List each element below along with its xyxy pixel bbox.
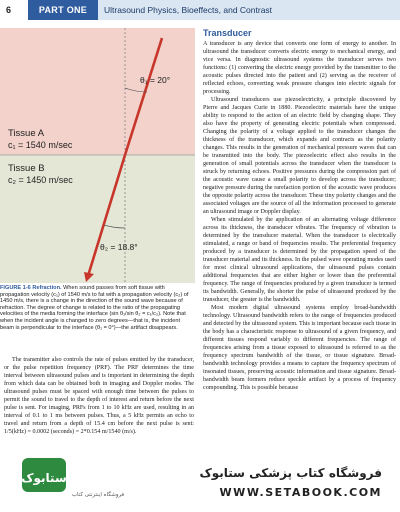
theta2-label: θ₂ = 18.8° xyxy=(100,242,138,252)
refraction-figure xyxy=(0,28,195,283)
page-number: 6 xyxy=(6,5,12,15)
right-column xyxy=(203,28,396,392)
figure-caption-text: When sound passes from soft tissue with propagation velocity (c₁) of 1540 m/s to fat with a propagation velocity (c₂) of 1450 m/s, there is a change in the direction of the sound wave because of refraction. The degree of change is related to the ratio of the propagating velocities of the media forming the interface (sin θ₁/sin θ₂ = c₁/c₂). Note that when the incident angle is changed to zero degrees—that is, the incident beam is perpendicular to the interface (θ₁ = 0°)—the artifact disappears. xyxy=(0,285,189,331)
setabook-logo xyxy=(20,452,130,502)
part-label: PART ONE xyxy=(28,0,98,20)
refraction-diagram xyxy=(0,28,195,283)
section-title: Transducer xyxy=(203,28,252,38)
tissue-b-label: Tissue B xyxy=(8,163,45,174)
store-url: WWW.SETABOOK.COM xyxy=(219,486,382,499)
body-paragraph-2: Ultrasound transducers use piezoelectricity, a principle discovered by Pierre and Jacques Curie in 1880. Piezoelectric materials have the unique ability to respond to the action of an electric field by changing shape. They also have the property of generating electric potentials when compressed. Changing the polarity of a voltage applied to the transducer changes the thickness of the transducer, which expands and contracts as the polarity changes. This results in the generation of mechanical pressure waves that can be transmitted into the body. The piezoelectric effect also results in the generation of small potentials across the transducer when the transducer is struck by returning echoes. Positive pressures during the compression part of the acoustic wave cause a small polarity to develop across the transducer; negative pressure during the rarefaction portion of the acoustic wave produces the opposite polarity across the transducer. These tiny polarity changes and the associated voltages are the source of all the information processed to generate an ultrasound image or Doppler display. xyxy=(203,97,396,215)
tissue-b-speed: c₂ = 1450 m/sec xyxy=(8,175,73,185)
chapter-title: Ultrasound Physics, Bioeffects, and Contrast xyxy=(98,0,400,20)
page-header xyxy=(0,0,400,20)
left-paragraph: The transmitter also controls the rate of pulses emitted by the transducer, or the pulse repetition frequency (PRF). The PRF determines the time interval between ultrasound pulses and is important in determining the depth from which data can be obtained both in imaging and Doppler modes. The ultrasound pulses must be spaced with enough time between the pulses to permit the sound to travel to the depth of interest and return before the next pulse is sent. For imaging, PRFs from 1 to 10 kHz are used, resulting in an interval of 0.1 to 1 ms between pulses. Thus, a 5 kHz permits an echo to travel and return from a depth of 15.4 cm before the next pulse is sent: 1/5(kHz) = 0.0002 (seconds) = 2*0.154 m/1540 (m/s). xyxy=(4,357,194,435)
tissue-a-speed: c₁ = 1540 m/sec xyxy=(8,140,73,150)
svg-text:ستابوک: ستابوک xyxy=(21,471,67,485)
body-paragraph-1: A transducer is any device that converts one form of energy to another. In ultrasound the transducer converts electric energy to mechanical energy, and vice versa. In diagnostic ultrasound systems the transducer serves two functions: (1) converting the electric energy provided by the transmitter to the acoustic pulses directed into the patient and (2) serving as the receiver of reflected echoes, converting weak pressure changes into electric signals for processing. xyxy=(203,41,396,95)
page-number-box xyxy=(0,0,28,20)
svg-text:فروشگاه اینترنتی کتاب: فروشگاه اینترنتی کتاب xyxy=(71,492,125,498)
figure-caption xyxy=(0,285,195,331)
left-column xyxy=(4,356,194,436)
tissue-a-label: Tissue A xyxy=(8,128,45,139)
body-paragraph-4: Most modern digital ultrasound systems employ broad-bandwidth technology. Ultrasound bandwidth refers to the range of frequencies produced and detected by the ultrasound system. This is important because each tissue in the body has a characteristic response to ultrasound of a given frequency, and different tissues respond variably to different frequencies. The range of frequencies arising from a tissue exposed to ultrasound is referred to as the frequency spectrum bandwidth of the tissue, or tissue signature. Broad-bandwidth technology provides a means to capture the frequency spectrum of insonated tissues, preserving acoustic information and tissue signature. Broad-bandwidth beam formers reduce speckle artifact by a process of frequency compounding. This is possible because xyxy=(203,305,396,391)
theta1-label: θ₁ = 20° xyxy=(140,75,171,85)
watermark-footer xyxy=(0,452,400,512)
body-paragraph-3: When stimulated by the application of an alternating voltage difference across its thickness, the transducer vibrates. The frequency of vibration is determined by the transducer material. When the transducer is electrically stimulated, a range or band of frequencies results. The preferential frequency produced by a transducer is determined by the propagation speed of the transducer material and its thickness. In the pulsed wave operating modes used for most clinical ultrasound applications, the ultrasound pulses contain additional frequencies that are either higher or lower than the preferential frequency. The range of frequencies produced by a given transducer is termed its bandwidth. Generally, the shorter the pulse of ultrasound produced by the transducer, the greater is the bandwidth. xyxy=(203,217,396,303)
figure-caption-label: FIGURE 1-6 Refraction. xyxy=(0,285,62,291)
store-name: فروشگاه کتاب پزشکی ستابوک xyxy=(199,466,382,480)
